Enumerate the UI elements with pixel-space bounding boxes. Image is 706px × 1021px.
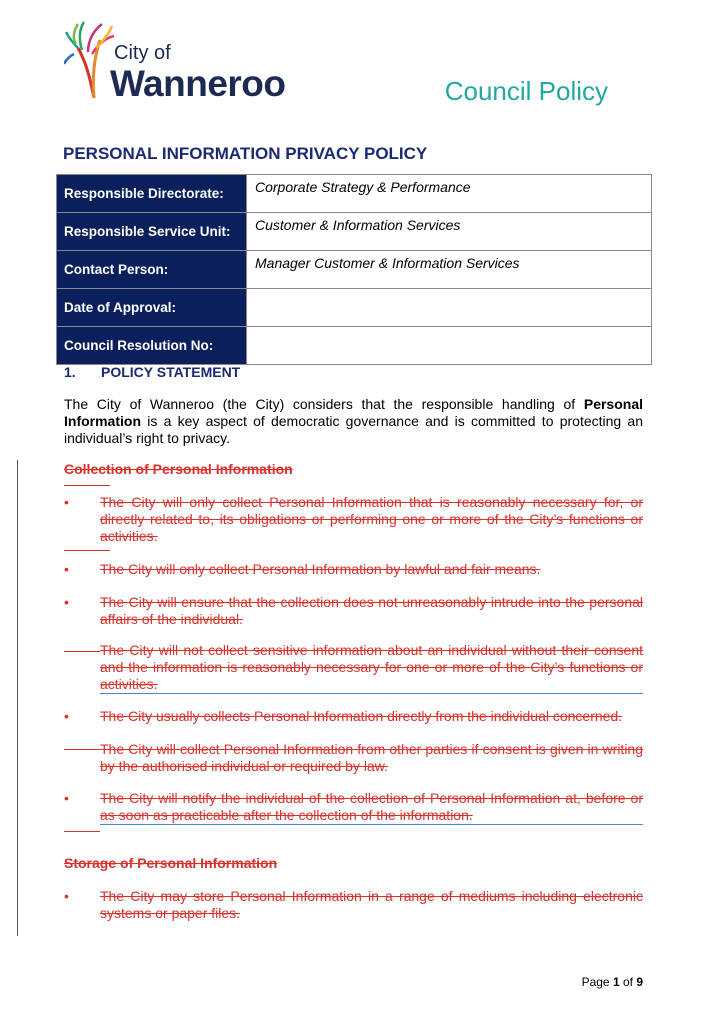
paragraph-text: The City of Wanneroo (the City) considers that the responsible handling of <box>64 396 584 412</box>
page-current: 1 <box>612 975 620 989</box>
meta-label: Council Resolution No: <box>57 327 247 365</box>
meta-label: Responsible Service Unit: <box>57 213 247 251</box>
subheading-collection: Collection of Personal Information <box>64 461 293 477</box>
meta-value <box>247 327 652 365</box>
list-item-text: The City will not collect sensitive information about an individual without their consent and the information is reasonably necessary for one or more of the City’s functions or activities. <box>100 642 643 692</box>
meta-label: Date of Approval: <box>57 289 247 327</box>
list-item <box>64 741 643 775</box>
list-item <box>64 790 643 825</box>
page-label: Page <box>581 975 613 989</box>
city-logo <box>64 18 304 102</box>
deletion-mark <box>64 550 110 551</box>
list-item <box>64 708 643 725</box>
page-total: 9 <box>636 975 643 989</box>
policy-title: PERSONAL INFORMATION PRIVACY POLICY <box>63 144 428 163</box>
logo-text-city: City of <box>114 42 171 64</box>
subheading-storage: Storage of Personal Information <box>64 855 278 871</box>
deletion-mark <box>64 831 100 832</box>
section-heading <box>64 364 240 380</box>
section-heading-text: POLICY STATEMENT <box>101 364 241 380</box>
document-type: Council Policy <box>444 76 608 106</box>
bullet: • <box>64 594 69 610</box>
list-item <box>64 561 643 578</box>
list-item-text: The City will only collect Personal Information by lawful and fair means. <box>100 561 541 577</box>
paragraph-text: is a key aspect of democratic governance and is committed to protecting an individual’s right to privacy. <box>64 413 643 446</box>
meta-value <box>247 289 652 327</box>
paragraph-bold-term: Personal Information <box>64 396 643 429</box>
list-item-text: The City will notify the individual of the collection of Personal Information at, before or as soon as practicable after the collection of the information. <box>100 790 643 823</box>
change-bar <box>17 460 18 936</box>
bullet: • <box>64 790 69 806</box>
list-item-text: The City may store Personal Information in a range of mediums including electronic systems or paper files. <box>100 888 643 921</box>
meta-label: Contact Person: <box>57 251 247 289</box>
list-item-text: The City usually collects Personal Information directly from the individual concerned. <box>100 708 623 724</box>
page-of-label: of <box>619 975 637 989</box>
section-number: 1. <box>64 364 76 380</box>
list-item <box>64 642 643 694</box>
list-item <box>64 888 643 922</box>
list-item-text: The City will ensure that the collection does not unreasonably intrude into the personal affairs of the individual. <box>100 594 643 627</box>
table-row <box>57 251 652 289</box>
meta-value: Manager Customer & Information Services <box>247 251 652 289</box>
table-row <box>57 213 652 251</box>
list-item-text: The City will only collect Personal Information that is reasonably necessary for, or directly related to, its obligations or performing one or more of the City’s functions or activities. <box>100 494 643 544</box>
logo-text-wanneroo: Wanneroo <box>110 63 286 104</box>
meta-value: Customer & Information Services <box>247 213 652 251</box>
table-row <box>57 327 652 365</box>
list-item <box>64 594 643 628</box>
deletion-mark <box>64 485 110 486</box>
meta-value: Corporate Strategy & Performance <box>247 175 652 213</box>
bullet: • <box>64 888 69 904</box>
bullet: • <box>64 494 69 510</box>
table-row <box>57 175 652 213</box>
policy-statement-paragraph <box>64 396 643 447</box>
policy-metadata-table <box>56 174 652 365</box>
list-item <box>64 494 643 545</box>
meta-label: Responsible Directorate: <box>57 175 247 213</box>
table-row <box>57 289 652 327</box>
list-item-text: The City will collect Personal Information from other parties if consent is given in writing by the authorised individual or required by law. <box>100 741 643 774</box>
page-footer <box>582 975 643 989</box>
bullet: • <box>64 708 69 724</box>
bullet: • <box>64 561 69 577</box>
